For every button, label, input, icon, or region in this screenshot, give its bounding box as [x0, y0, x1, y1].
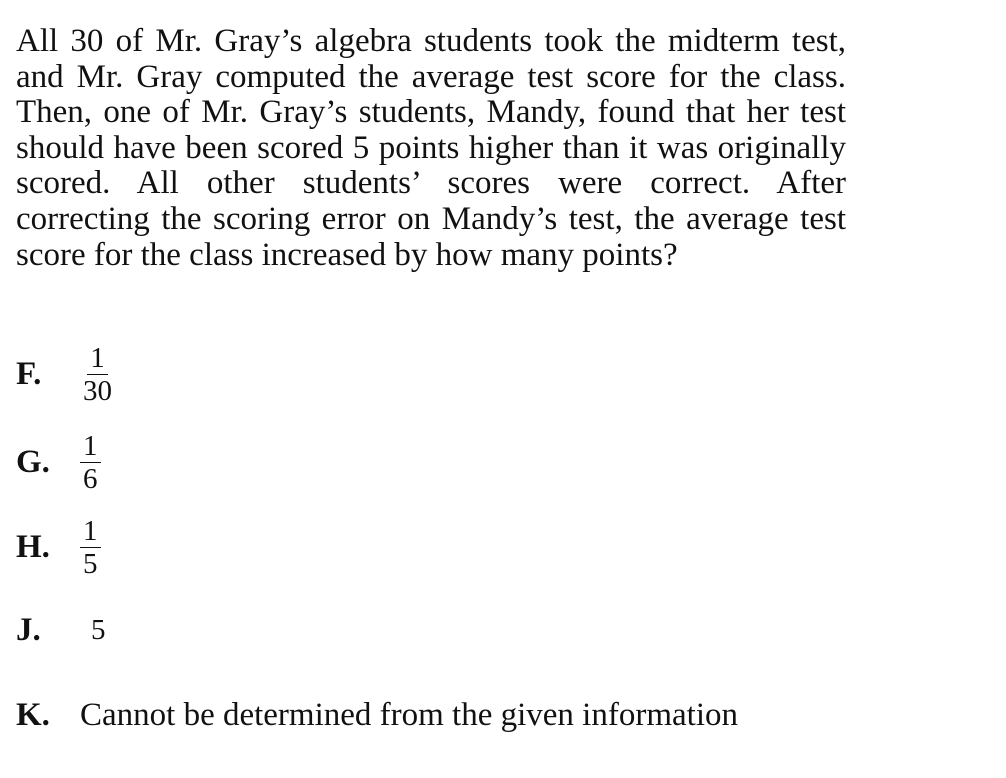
answer-choice-h[interactable] — [16, 515, 101, 580]
fraction-denominator: 30 — [83, 375, 112, 407]
question-text: All 30 of Mr. Gray’s algebra students took the midterm test, and Mr. Gray computed the average test score for the class. Then, one of Mr. Gray’s students, Mandy, found that her test should have been scored 5 points higher than it was originally scored. All other students’ scores were correct. After correcting the scoring error on Mandy’s test, the average test score for the class increased by how many points? — [16, 23, 846, 273]
fraction — [80, 515, 101, 580]
choice-letter: H. — [16, 529, 50, 565]
answer-choice-f[interactable] — [16, 342, 115, 407]
fraction — [80, 342, 115, 407]
fraction-numerator: 1 — [80, 430, 101, 463]
choice-letter: G. — [16, 444, 50, 480]
answer-choice-g[interactable] — [16, 430, 101, 495]
fraction — [80, 430, 101, 495]
fraction-numerator: 1 — [87, 342, 108, 375]
fraction-denominator: 6 — [83, 463, 98, 495]
choice-text: 5 — [91, 614, 106, 646]
choice-letter: J. — [16, 612, 41, 648]
fraction-denominator: 5 — [83, 548, 98, 580]
choice-text: Cannot be determined from the given information — [80, 697, 738, 733]
choice-letter: F. — [16, 356, 42, 392]
answer-choice-j[interactable] — [16, 612, 106, 649]
choice-letter: K. — [16, 697, 50, 733]
answer-choice-k[interactable] — [16, 697, 738, 734]
fraction-numerator: 1 — [80, 515, 101, 548]
